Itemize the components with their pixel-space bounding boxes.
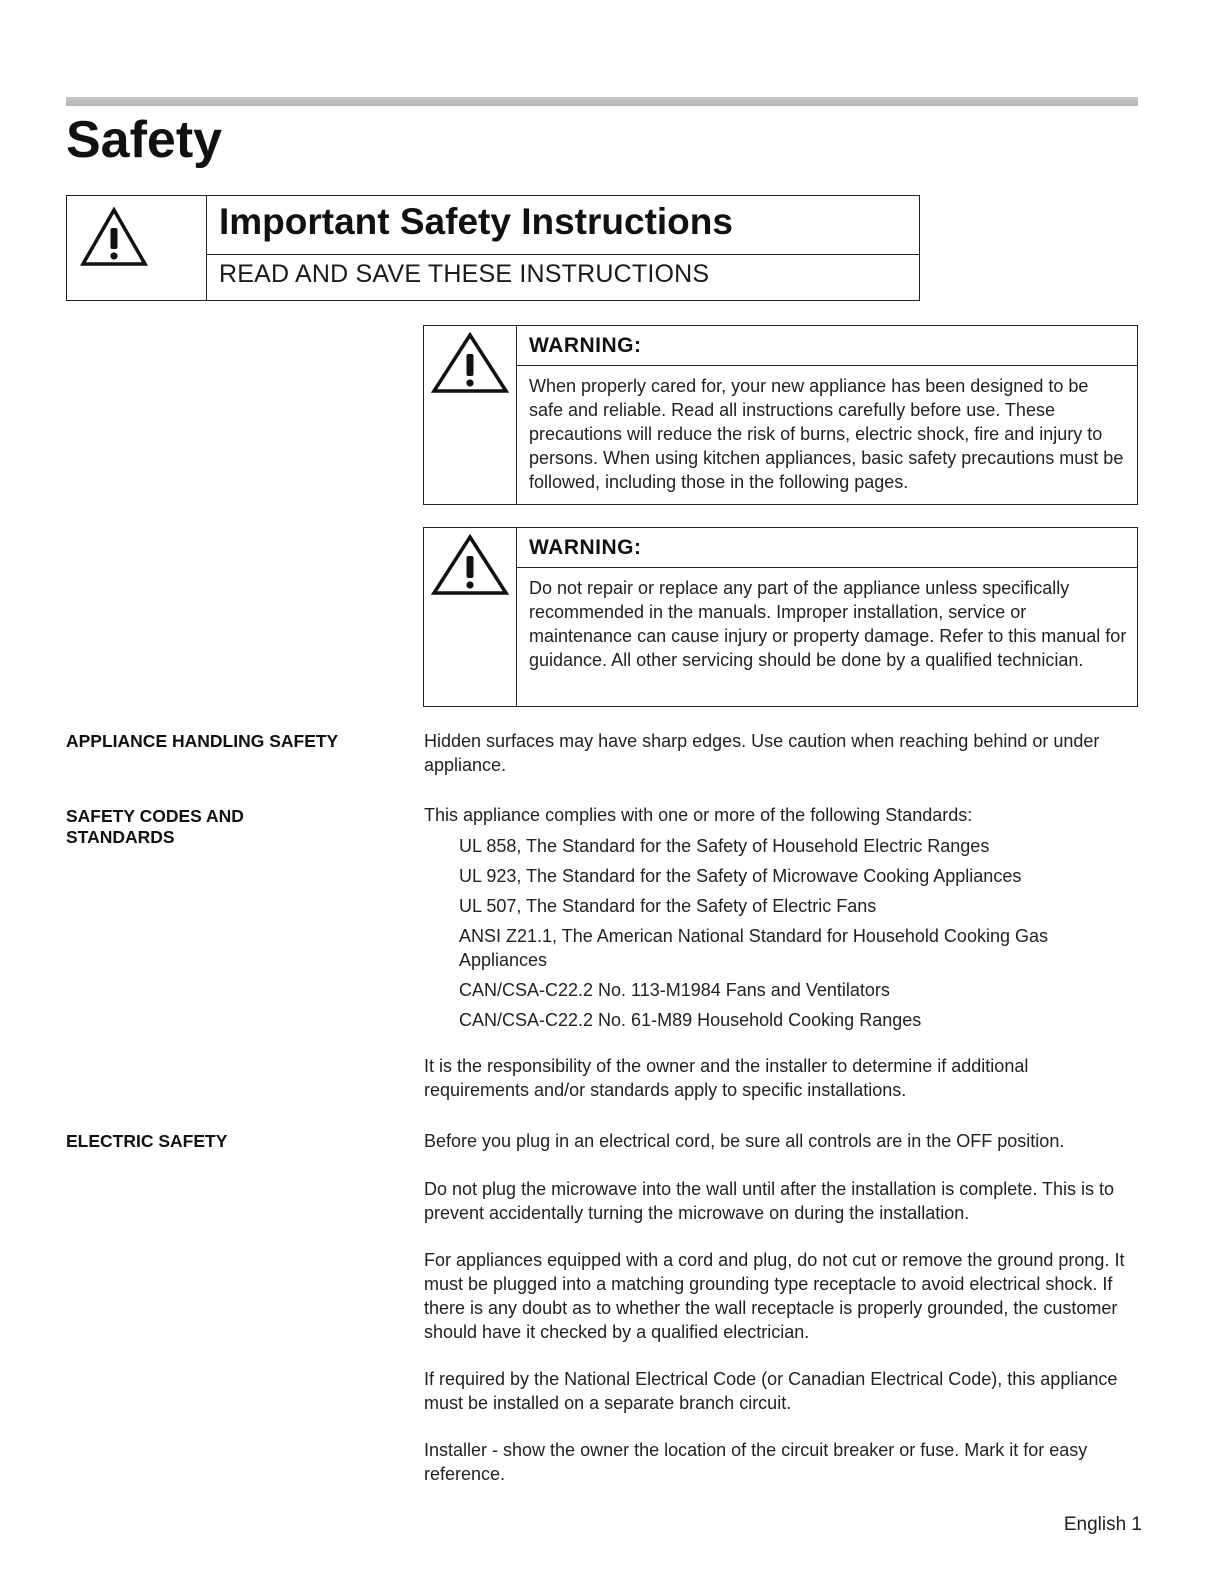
list-item: UL 923, The Standard for the Safety of Microwave Cooking Appliances <box>459 866 1022 886</box>
warning-triangle-icon <box>79 206 149 268</box>
top-rule <box>66 97 1138 106</box>
important-title: Important Safety Instructions <box>219 201 733 242</box>
warning-icon-cell <box>424 326 517 504</box>
list-item: CAN/CSA-C22.2 No. 61-M89 Household Cooking Ranges <box>459 1010 922 1030</box>
codes-intro: This appliance complies with one or more of the following Standards: <box>424 805 973 825</box>
warning-box-1 <box>423 325 1138 505</box>
important-divider <box>207 254 919 255</box>
section-label-handling: APPLIANCE HANDLING SAFETY <box>66 731 339 751</box>
electric-paragraph: If required by the National Electrical Code (or Canadian Electrical Code), this appliance must be installed on a separate branch circuit. <box>424 1369 1118 1413</box>
warning-box-2 <box>423 527 1138 707</box>
electric-paragraph: Installer - show the owner the location of the circuit breaker or fuse. Mark it for easy reference. <box>424 1440 1088 1484</box>
warning-heading: WARNING: <box>517 326 1137 366</box>
warning-heading: WARNING: <box>517 528 1137 568</box>
section-label-codes: SAFETY CODES AND STANDARDS <box>66 806 244 847</box>
list-item: UL 507, The Standard for the Safety of Electric Fans <box>459 896 877 916</box>
list-item: ANSI Z21.1, The American National Standard for Household Cooking Gas Appliances <box>459 926 1048 970</box>
warning-text: When properly cared for, your new appliance has been designed to be safe and reliable. Read all instructions carefully before use. These precautions will reduce the risk of burns, electric shock, fire and injury to persons. When using kitchen appliances, basic safety precautions must be followed, including those in the following pages. <box>529 376 1124 492</box>
electric-paragraph: Before you plug in an electrical cord, be sure all controls are in the OFF position. <box>424 1131 1065 1151</box>
page-title: Safety <box>66 111 223 169</box>
list-item: CAN/CSA-C22.2 No. 113-M1984 Fans and Ventilators <box>459 980 890 1000</box>
page-footer: English 1 <box>1063 1514 1142 1535</box>
handling-text: Hidden surfaces may have sharp edges. Use caution when reaching behind or under appliance. <box>424 731 1100 775</box>
codes-closing: It is the responsibility of the owner and the installer to determine if additional requirements and/or standards apply to specific installations. <box>424 1056 1029 1100</box>
standards-list <box>459 834 1139 1038</box>
warning-triangle-icon <box>430 332 510 394</box>
list-item: UL 858, The Standard for the Safety of Household Electric Ranges <box>459 836 990 856</box>
important-safety-box <box>66 195 920 301</box>
electric-paragraph: For appliances equipped with a cord and plug, do not cut or remove the ground prong. It must be plugged into a matching grounding type receptacle to avoid electrical shock. If there is any doubt as to whether the wall receptacle is properly grounded, the customer should have it checked by a qualified electrician. <box>424 1250 1125 1342</box>
important-subtitle: READ AND SAVE THESE INSTRUCTIONS <box>219 260 710 288</box>
electric-paragraph: Do not plug the microwave into the wall until after the installation is complete. This is to prevent accidentally turning the microwave on during the installation. <box>424 1179 1115 1223</box>
warning-icon-cell <box>424 528 517 706</box>
section-label-electric: ELECTRIC SAFETY <box>66 1131 228 1151</box>
important-icon-cell <box>67 196 207 300</box>
warning-text: Do not repair or replace any part of the appliance unless specifically recommended in the manuals. Improper installation, service or maintenance can cause injury or property damage. Refer to this manual for guidance. All other servicing should be done by a qualified technician. <box>529 578 1127 670</box>
warning-triangle-icon <box>430 534 510 596</box>
